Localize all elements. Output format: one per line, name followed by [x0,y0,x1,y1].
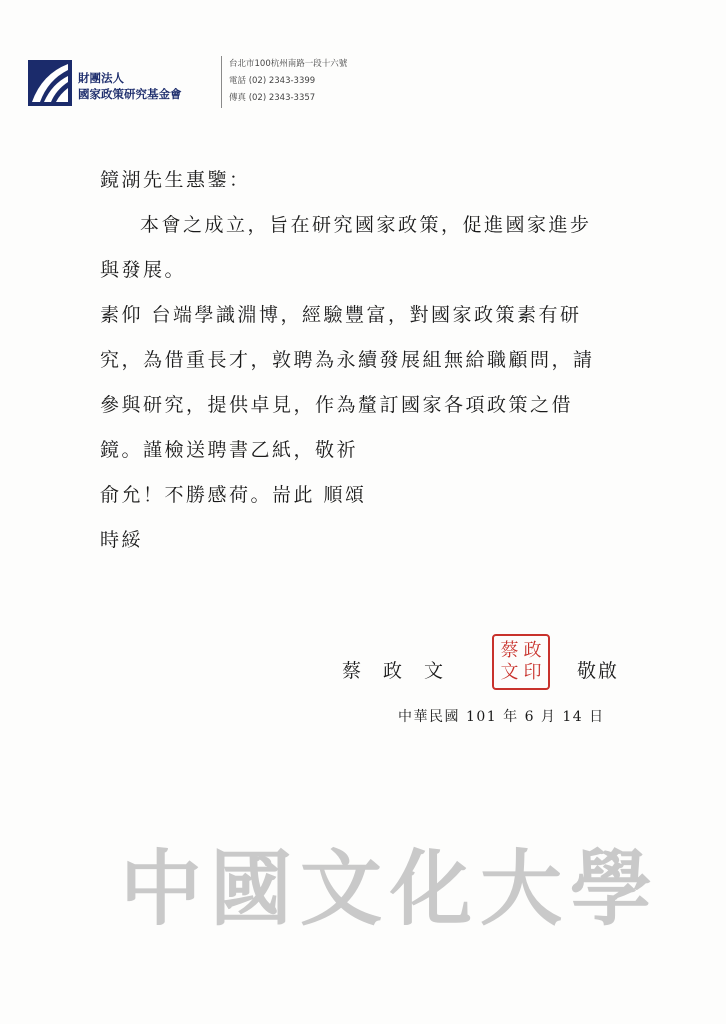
letter-line: 究，為借重長才，敦聘為永續發展組無給職顧問，請 [100,349,595,371]
letterhead-divider [221,56,222,108]
letterhead [28,56,368,112]
phone-text: 電話 (02) 2343-3399 [229,76,316,86]
letter-line: 鏡。謹檢送聘書乙紙，敬祈 [100,439,359,461]
organization-title: 國家政策研究基金會 [78,87,182,101]
foundation-logo-icon [28,60,72,106]
letter-line: 參與研究，提供卓見，作為釐訂國家各項政策之借 [100,394,574,416]
address-text: 台北市100杭州南路一段十六號 [229,59,348,69]
seal-char: 文 [500,662,519,683]
organization-type: 財團法人 [78,71,124,85]
red-seal-stamp [492,634,550,690]
seal-char: 蔡 [500,640,519,661]
seal-char: 印 [523,662,542,683]
letter-line: 俞允！不勝感荷。耑此 順頌 [100,484,367,506]
letter-line: 時綏 [100,529,144,551]
organization-name [78,70,182,102]
salutation: 鏡湖先生惠鑒： [100,169,251,191]
signer-name: 蔡政文 [342,660,466,682]
closing-phrase: 敬啟 [577,660,620,682]
university-watermark: 中國文化大學 [120,841,661,937]
letter-body [100,158,660,563]
letter-date: 中華民國 101 年 6 月 14 日 [398,709,605,725]
letter-line: 本會之成立，旨在研究國家政策，促進國家進步 [140,214,592,236]
fax-text: 傳真 (02) 2343-3357 [229,93,316,103]
contact-info [229,56,347,107]
seal-char: 政 [523,640,542,661]
letter-line: 與發展。 [100,259,187,281]
letter-line: 素仰 台端學識淵博，經驗豐富，對國家政策素有研 [100,304,582,326]
